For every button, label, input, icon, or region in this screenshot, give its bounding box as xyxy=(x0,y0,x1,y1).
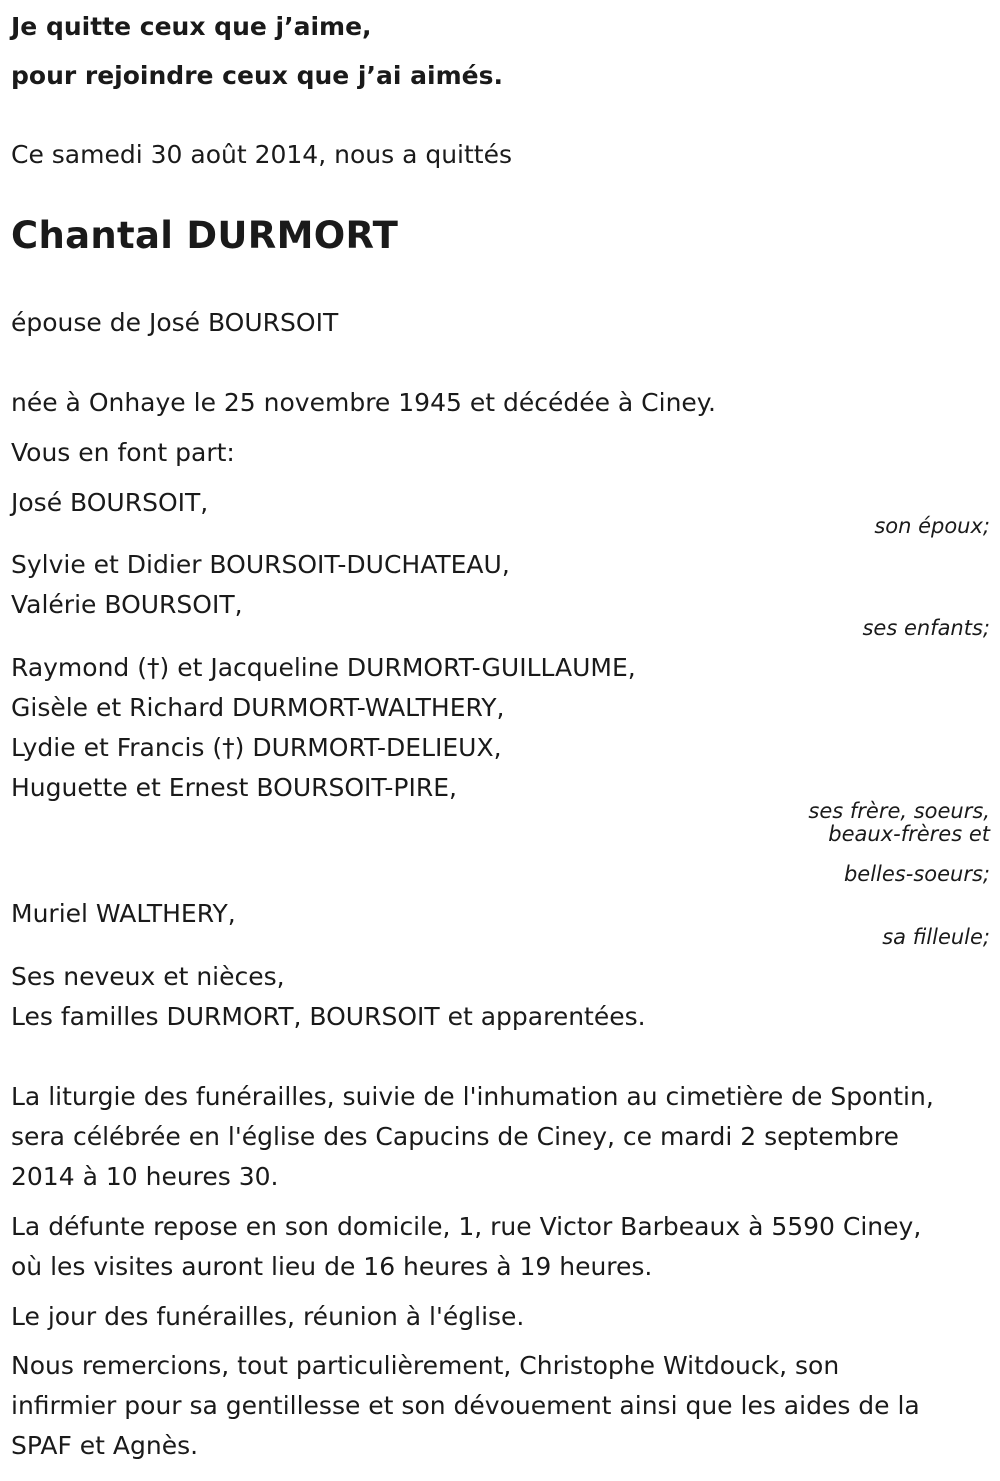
meeting-paragraph-line: Le jour des funérailles, réunion à l'église. xyxy=(11,1302,525,1331)
repose-paragraph-line: La défunte repose en son domicile, 1, rue Victor Barbeaux à 5590 Ciney, xyxy=(11,1212,922,1241)
family-name: Ses neveux et nièces, xyxy=(11,962,285,991)
relation-label: belles-soeurs; xyxy=(843,862,990,886)
deceased-name: Chantal DURMORT xyxy=(11,214,399,257)
family-name: Valérie BOURSOIT, xyxy=(11,590,243,619)
announce-line: Vous en font part: xyxy=(11,438,235,467)
spouse-line: épouse de José BOURSOIT xyxy=(11,308,339,337)
funeral-paragraph-line: 2014 à 10 heures 30. xyxy=(11,1162,279,1191)
quote-line-1: Je quitte ceux que j’aime, xyxy=(11,12,372,41)
relation-label: ses frère, soeurs, xyxy=(808,799,990,823)
relation-label: beaux-frères et xyxy=(828,822,990,846)
thanks-paragraph-line: infirmier pour sa gentillesse et son dévouement ainsi que les aides de la xyxy=(11,1391,920,1420)
thanks-paragraph-line: SPAF et Agnès. xyxy=(11,1431,199,1460)
family-name: Les familles DURMORT, BOURSOIT et apparentées. xyxy=(11,1002,646,1031)
family-name: Raymond (†) et Jacqueline DURMORT-GUILLAUME, xyxy=(11,653,636,682)
family-name: Sylvie et Didier BOURSOIT-DUCHATEAU, xyxy=(11,550,510,579)
funeral-paragraph-line: sera célébrée en l'église des Capucins de Ciney, ce mardi 2 septembre xyxy=(11,1122,899,1151)
relation-label: ses enfants; xyxy=(862,616,990,640)
family-name: Gisèle et Richard DURMORT-WALTHERY, xyxy=(11,693,505,722)
relation-label: sa filleule; xyxy=(882,925,990,949)
family-name: José BOURSOIT, xyxy=(11,488,209,517)
family-name: Lydie et Francis (†) DURMORT-DELIEUX, xyxy=(11,733,502,762)
funeral-paragraph-line: La liturgie des funérailles, suivie de l'inhumation au cimetière de Spontin, xyxy=(11,1082,934,1111)
family-name: Muriel WALTHERY, xyxy=(11,899,236,928)
family-name: Huguette et Ernest BOURSOIT-PIRE, xyxy=(11,773,457,802)
quote-line-2: pour rejoindre ceux que j’ai aimés. xyxy=(11,61,503,90)
thanks-paragraph-line: Nous remercions, tout particulièrement, Christophe Witdouck, son xyxy=(11,1351,840,1380)
repose-paragraph-line: où les visites auront lieu de 16 heures à 19 heures. xyxy=(11,1252,653,1281)
intro-line: Ce samedi 30 août 2014, nous a quittés xyxy=(11,140,513,169)
birth-death-line: née à Onhaye le 25 novembre 1945 et décédée à Ciney. xyxy=(11,388,716,417)
relation-label: son époux; xyxy=(874,514,990,538)
